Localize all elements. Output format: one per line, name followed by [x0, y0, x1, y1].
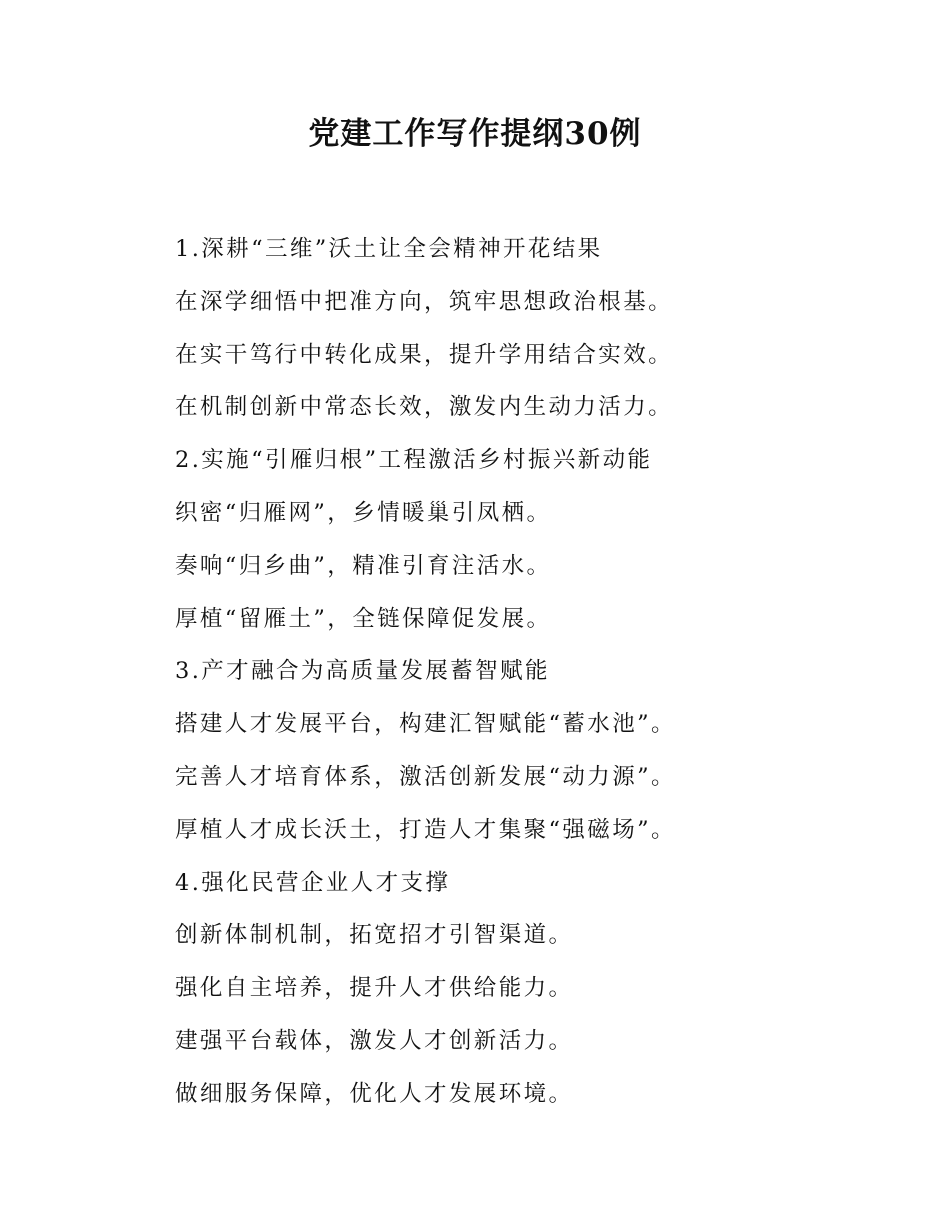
document-title: 党建工作写作提纲30例 [308, 116, 642, 152]
body-line: 厚植“留雁土”，全链保障促发展。 [175, 605, 552, 632]
body-line: 建强平台载体，激发人才创新活力。 [175, 1027, 574, 1054]
body-line: 做细服务保障，优化人才发展环境。 [175, 1080, 574, 1107]
body-line: 在机制创新中常态长效，激发内生动力活力。 [175, 394, 674, 421]
body-line: 奏响“归乡曲”，精准引育注活水。 [175, 552, 552, 579]
body-line: 强化自主培养，提升人才供给能力。 [175, 975, 574, 1002]
section-heading: 1.深耕“三维”沃土让全会精神开花结果 [175, 236, 603, 262]
document-body [175, 223, 915, 1121]
body-line: 在实干笃行中转化成果，提升学用结合实效。 [175, 341, 674, 368]
body-line: 厚植人才成长沃土，打造人才集聚“强磁场”。 [175, 816, 676, 843]
section-heading: 2.实施“引雁归根”工程激活乡村振兴新动能 [175, 447, 653, 474]
section-heading: 3.产才融合为高质量发展蓄智赋能 [175, 658, 550, 685]
section-heading: 4.强化民营企业人才支撑 [175, 869, 451, 896]
body-line: 搭建人才发展平台，构建汇智赋能“蓄水池”。 [175, 711, 676, 738]
body-line: 在深学细悟中把准方向，筑牢思想政治根基。 [175, 288, 674, 315]
body-line: 织密“归雁网”，乡情暖巢引凤栖。 [175, 499, 552, 526]
body-line: 完善人才培育体系，激活创新发展“动力源”。 [175, 763, 676, 790]
body-line: 创新体制机制，拓宽招才引智渠道。 [175, 922, 574, 949]
